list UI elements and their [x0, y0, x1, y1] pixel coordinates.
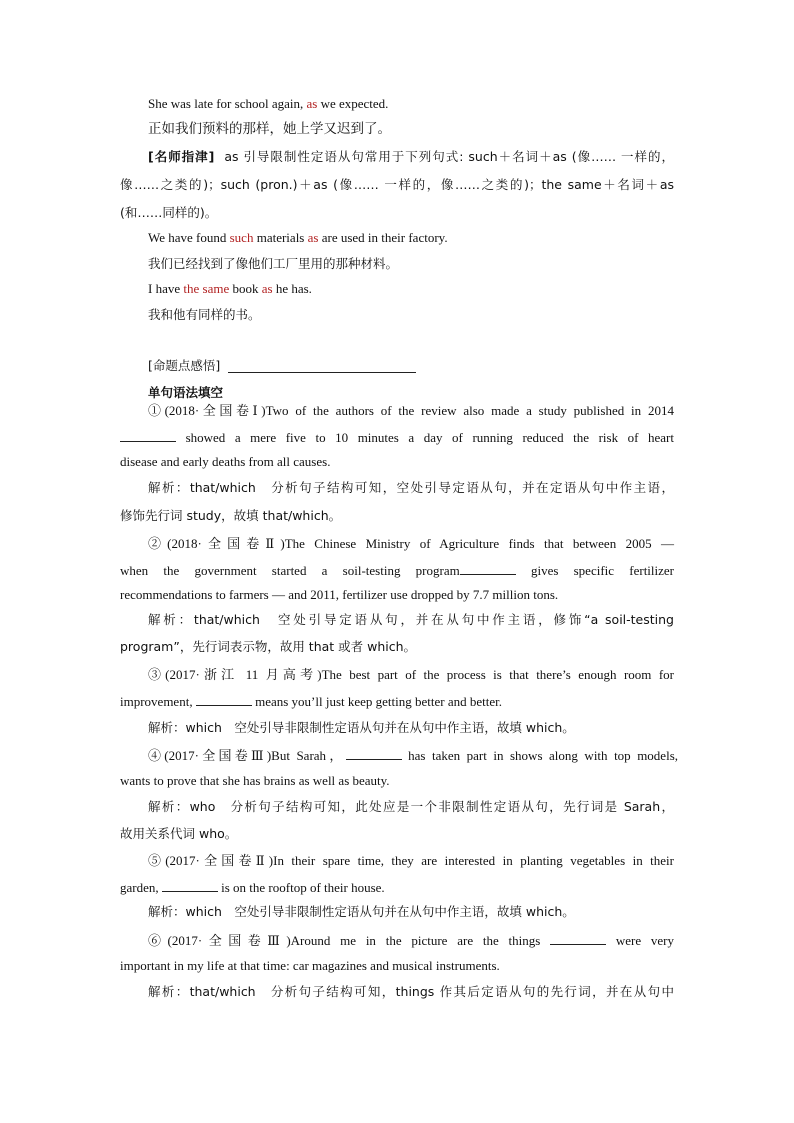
tips-line-1: [名师指津] as 引导限制性定语从句常用于下列句式: such＋名词＋as (像…… 一样的，	[148, 149, 675, 164]
answer-blank[interactable]	[550, 932, 606, 945]
example-translation-3: 我和他有同样的书。	[148, 307, 261, 322]
answer-blank[interactable]	[346, 747, 402, 760]
item-4-answer-1: 解析：who 分析句子结构可知，此处应是一个非限制性定语从句，先行词是 Sarah，	[148, 799, 674, 814]
example-sentence-2: We have found such materials as are used in their factory.	[148, 230, 448, 245]
keyword-as: as	[261, 281, 273, 296]
keyword-as: as	[307, 230, 319, 245]
example-sentence-3: I have the same book as he has.	[148, 281, 312, 296]
answer-blank[interactable]	[460, 562, 516, 575]
section-title: [命题点感悟]	[148, 358, 221, 373]
item-5-line-2: garden, is on the rooftop of their house.	[120, 880, 385, 895]
answer-blank[interactable]	[196, 693, 252, 706]
item-1-answer-2: 修饰先行词 study，故填 that/which。	[120, 508, 342, 523]
keyword-such: such	[229, 230, 254, 245]
tips-line-3: (和……同样的)。	[120, 205, 218, 220]
item-2-line-2: when the government started a soil-testing program gives specific fertilizer	[120, 563, 675, 578]
tips-line-2: 像……之类的)；such (pron.)＋as (像…… 一样的，像……之类的)；the same＋名词＋as	[120, 177, 674, 192]
item-4-answer-2: 故用关系代词 who。	[120, 826, 238, 841]
example-sentence-1: She was late for school again, as we expected.	[148, 96, 389, 111]
item-3-answer-1: 解析：which 空处引导非限制性定语从句并在从句中作主语，故填 which。	[148, 720, 575, 735]
item-5-line-1: ⑤(2017·全国卷Ⅱ)In their spare time, they are interested in planting vegetables in their	[148, 853, 674, 868]
tips-label: [名师指津]	[148, 149, 215, 164]
item-6-answer-1: 解析：that/which 分析句子结构可知，things 作其后定语从句的先行词，并在从句中	[148, 984, 674, 999]
item-4-line-1: ④(2017·全国卷Ⅲ)But Sarah， has taken part in shows along with top models,	[148, 748, 678, 763]
answer-blank[interactable]	[162, 879, 218, 892]
item-2-line-3: recommendations to farmers — and 2011, fertilizer use dropped by 7.7 million tons.	[120, 587, 559, 602]
example-translation-1: 正如我们预料的那样，她上学又迟到了。	[148, 121, 391, 137]
item-5-answer-1: 解析：which 空处引导非限制性定语从句并在从句中作主语，故填 which。	[148, 904, 575, 919]
item-3-line-1: ③(2017·浙江 11 月高考)The best part of the process is that there’s enough room for	[148, 667, 674, 682]
item-1-answer-1: 解析：that/which 分析句子结构可知，空处引导定语从句，并在定语从句中作主语，	[148, 480, 674, 495]
example-translation-2: 我们已经找到了像他们工厂里用的那种材料。	[148, 256, 399, 271]
item-1-line-3: disease and early deaths from all causes.	[120, 454, 331, 469]
section-title-underline	[228, 372, 416, 373]
item-3-line-2: improvement, means you’ll just keep getting better and better.	[120, 694, 503, 709]
item-2-answer-1: 解析：that/which 空处引导定语从句，并在从句中作主语，修饰“a soil-testing	[148, 612, 674, 627]
item-6-line-1: ⑥(2017·全国卷Ⅲ)Around me in the picture are the things were very	[148, 933, 675, 948]
keyword-the-same: the same	[183, 281, 230, 296]
item-6-line-2: important in my life at that time: car magazines and musical instruments.	[120, 958, 500, 973]
item-1-line-1: ①(2018·全国卷Ⅰ)Two of the authors of the review also made a study published in 2014	[148, 403, 674, 418]
item-2-line-1: ②(2018·全国卷Ⅱ)The Chinese Ministry of Agriculture finds that between 2005 —	[148, 536, 674, 551]
item-2-answer-2: program”，先行词表示物，故用 that 或者 which。	[120, 639, 417, 654]
section-subtitle: 单句语法填空	[148, 385, 224, 400]
item-4-line-2: wants to prove that she has brains as well as beauty.	[120, 773, 390, 788]
answer-blank[interactable]	[120, 429, 176, 442]
keyword-as: as	[306, 96, 318, 111]
item-1-line-2: showed a mere five to 10 minutes a day of running reduced the risk of heart	[120, 429, 674, 446]
